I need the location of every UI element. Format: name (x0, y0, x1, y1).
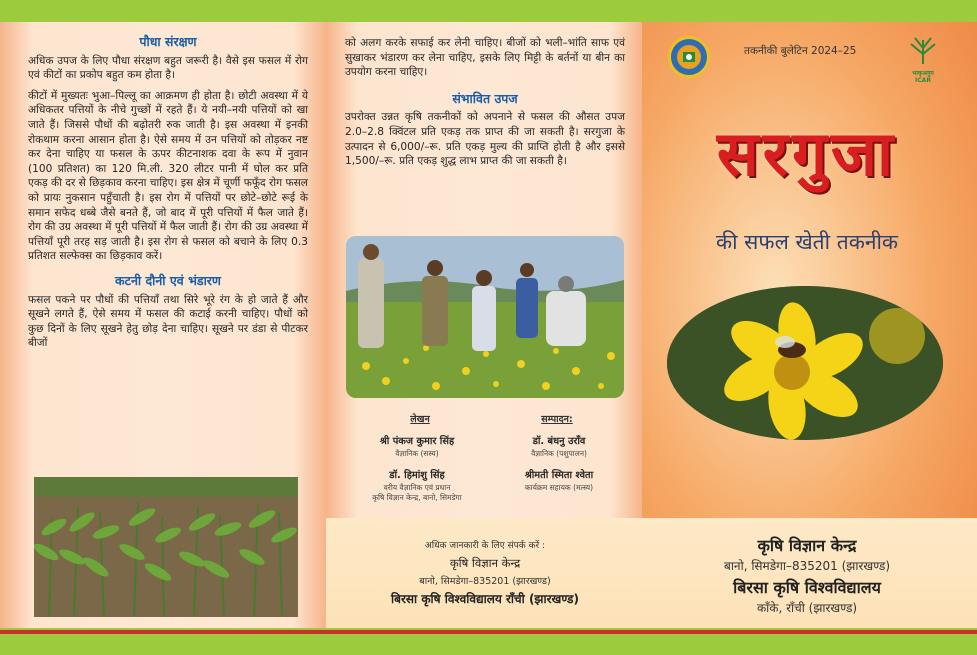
author1-role: वैज्ञानिक (सस्य) (395, 449, 439, 458)
icar-label: ICAR (915, 77, 931, 84)
editor1-name: डॉ. बंधनु उराँव (532, 436, 586, 447)
author2-affiliation: कृषि विज्ञान केन्द्र, बानो, सिमडेगा (372, 493, 462, 502)
bulletin-label: तकनीकी बुलेटिन 2024–25 (744, 45, 857, 57)
yellow-flower-with-bee-illustration (667, 286, 943, 440)
storage-text: को अलग करके सफाई कर लेनी चाहिए। बीजों को भली–भांति साफ एवं सुखाकर भंडारण कर लेना चाहिए, इसके लिए मिट्टी के बर्तनों या बीन का उपयोग करना चाहिए। (345, 37, 625, 79)
author2-role: वरीय वैज्ञानिक एवं प्रधान (383, 483, 451, 492)
field-visit-illustration (346, 236, 624, 398)
contact-kvk: कृषि विज्ञान केन्द्र (449, 556, 521, 570)
editor2-name: श्रीमती स्मिता श्वेता (524, 470, 594, 481)
editor2-role: कार्यक्रम सहायक (मत्स्य) (524, 483, 594, 492)
kvk-logo (668, 36, 710, 78)
pest-control-text: कीटों में मुख्यतः भुआ–पिल्लू का आक्रमण ही होता है। छोटी अवस्था में ये अधिकतर पत्तियों के नीचे गुच्छों में रहते हैं। ये नयी–नयी पत्तियों को खा जाते हैं। जिससे पौधों की बढ़ोतरी रुक जाती है। इस अवस्था में इनकी रोकथाम करना आसान होता है। ऐसे समय में उन पत्तियों को तोड़कर नष्ट कर देना चाहिए या फसल के ऊपर कीटनाशक दवा के रूप में नुवान (100 प्रतिशत) का 120 मि.ली. 320 लीटर पानी में घोल कर प्रति एकड़ की दर से छिड़काव करना चाहिए। इस क्षेत्र में चूर्णी फफूँद रोग फसल को प्रायः नुकसान पहुँचाती है। इस रोग में पत्तियों पर छोटे–छोटे रूई के समान सफेद धब्बे जैसे बनते हैं, जो बाद में पूरी पत्तियों में फैल जाते हैं। रोग की उग्र अवस्था में पूरी पत्तियों में फैल जाती हैं। रोग की उग्र अवस्था में पत्तियाँ पूरी तरह सड़ जाती है। इस रोग से फसल को बचाने के लिए 0.3 प्रतिशत सल्फेक्स का छिड़काव करें। (28, 89, 308, 263)
plant-protection-section (28, 35, 308, 351)
cover-subtitle: की सफल खेती तकनीक (715, 230, 899, 254)
bottom-border (0, 628, 977, 655)
authors-heading: लेखन (410, 414, 430, 425)
editors-heading: सम्पादन: (541, 414, 573, 425)
contact-intro: अधिक जानकारी के लिए संपर्क करें : (424, 541, 546, 551)
icar-hindi-label: भाकृअनुप (912, 70, 934, 77)
storage-continued (345, 36, 625, 169)
cover-flower-photo (667, 286, 943, 440)
field-visit-photo (346, 236, 624, 398)
cover-kvk-name: कृषि विज्ञान केन्द्र (757, 536, 857, 555)
crop-field-photo (34, 477, 298, 617)
cover-title: सरगुजा (716, 117, 898, 190)
editor1-role: वैज्ञानिक (पशुपालन) (531, 449, 587, 458)
yield-heading: संभावित उपज (452, 90, 518, 106)
cover-kvk-address: बानो, सिमडेगा–835201 (झारखण्ड) (723, 559, 891, 573)
author2-name: डॉ. हिमांशु सिंह (389, 470, 445, 481)
contact-university: बिरसा कृषि विश्वविद्यालय राँची (झारखण्ड) (391, 592, 579, 606)
contact-address: बानो, सिमडेगा–835201 (झारखण्ड) (419, 576, 551, 587)
plant-protection-intro: अधिक उपज के लिए पौधा संरक्षण बहुत जरूरी है। वैसे इस फसल में रोग एवं कीटों का प्रकोप बहुत कम होता है। (28, 54, 308, 82)
kvk-emblem-icon (671, 39, 707, 75)
contact-info (330, 538, 640, 607)
cover-organisation (652, 534, 962, 616)
left-panel (0, 22, 326, 628)
crop-plants-illustration (34, 477, 298, 617)
wheat-icon (903, 34, 943, 66)
credits (342, 412, 630, 512)
harvest-heading: कटनी दौनी एवं भंडारण (115, 272, 221, 288)
harvest-text: फसल पकने पर पौधों की पत्तियाँ तथा सिरे भूरे रंग के हो जाते हैं और सूखने लगते हैं, ऐसे समय में फसल की कटाई करनी चाहिए। पौधों को कुछ दिनों के लिए सूखने हेतु छोड़ देना चाहिए। सूखने पर डंडा से पीटकर बीजों (28, 293, 308, 350)
cover-university-address: काँके, राँची (झारखण्ड) (756, 601, 858, 615)
yield-text: उपरोक्त उन्नत कृषि तकनीकों को अपनाने से फसल की औसत उपज 2.0–2.8 क्विंटल प्रति एकड़ तक प्राप्त की जा सकती है। सरगुजा के उत्पादन से 6,000/–रू. प्रति एकड़ मुल्य की प्राप्ति होती है और इससे 1,500/–रू. प्रति एकड़ शुद्ध लाभ प्राप्त की जा सकती है। (345, 111, 625, 168)
top-border (0, 0, 977, 22)
author1-name: श्री पंकज कुमार सिंह (379, 436, 455, 447)
cover-university-name: बिरसा कृषि विश्वविद्यालय (733, 578, 881, 597)
plant-protection-heading: पौधा संरक्षण (139, 34, 197, 49)
icar-logo (901, 34, 945, 84)
